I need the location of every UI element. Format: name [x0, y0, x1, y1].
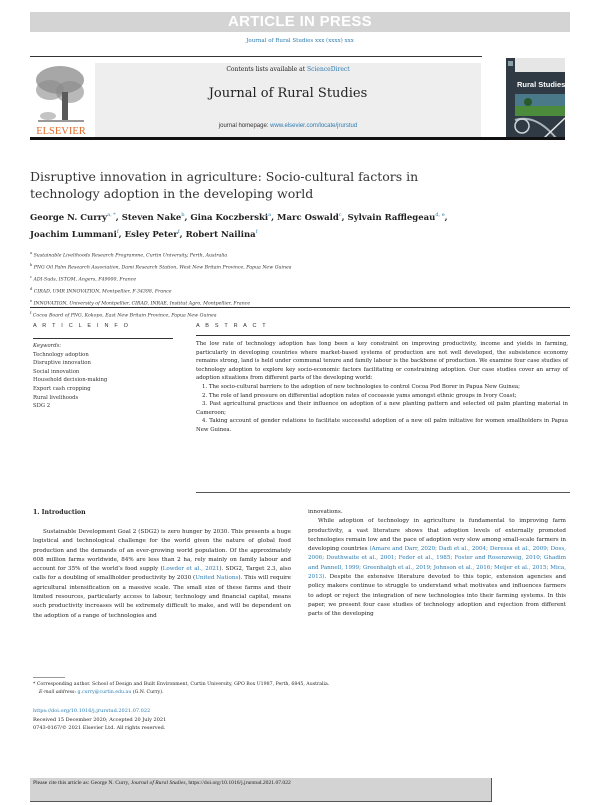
- keyword: Social innovation: [33, 368, 80, 375]
- abstract-item: 2. The role of land pressure on differential adoption rates of cocoassie yams amongst ethnic groups in Ivory Coast;: [202, 392, 517, 399]
- elsevier-logo: [30, 62, 92, 138]
- abstract-paragraph: The low rate of technology adoption has long been a key constraint on improving productivity, income and yields in farming, particularly in developing countries where market-based systems of production are not well developed, the subsistence economy remains strong, land is held under communal tenure and family labour is the backbone of production. We examine four case studies of technology adoption to explore key socio-economic factors facilitating or constraining adoption. Our case studies cover an array of adoption situations from different parts of the developing world:: [196, 341, 568, 382]
- author[interactable]: George N. Curry$^{a, *}$: [30, 212, 116, 223]
- divider: [196, 492, 570, 493]
- affiliation: $^c$ ADI-Suds, ISTOM, Angers, F49000, France: [30, 274, 137, 283]
- abstract-heading: A B S T R A C T: [196, 323, 268, 329]
- author[interactable]: Robert Nailina$^f$: [185, 229, 258, 240]
- received-accepted-dates: Received 15 December 2020; Accepted 20 July 2021: [33, 716, 167, 723]
- keyword: SDG 2: [33, 403, 51, 410]
- keyword: Export cash cropping: [33, 385, 91, 392]
- author[interactable]: Gina Koczberski$^a$: [190, 212, 272, 223]
- cover-title: Rural Studies: [517, 80, 565, 89]
- article-info-heading: A R T I C L E I N F O: [33, 323, 131, 329]
- keywords-label: Keywords:: [33, 343, 62, 349]
- copyright: 0743-0167/© 2021 Elsevier Ltd. All rights reserved.: [33, 725, 166, 731]
- body-column-left: [33, 528, 291, 621]
- author[interactable]: Esley Peter$^f$: [124, 229, 180, 240]
- author[interactable]: Sylvain Rafflegeau$^{d, e}$: [347, 212, 445, 223]
- author[interactable]: Marc Oswald$^c$: [277, 212, 342, 223]
- affiliation: $^e$ INNOVATION, University of Montpellier, CIRAD, INRAE, Institut Agro, Montpellier, France: [30, 298, 251, 307]
- footnote: [33, 681, 493, 698]
- sciencedirect-link[interactable]: ScienceDirect: [307, 66, 350, 73]
- abstract-item: 1. The socio-cultural barriers to the adoption of new technologies to control Cocoa Pod Borer in Papua New Guinea;: [202, 383, 520, 390]
- affiliation: $^a$ Sustainable Livelihoods Research Programme, Curtin University, Perth, Australia: [30, 251, 228, 259]
- homepage-link[interactable]: www.elsevier.com/locate/jrurstud: [270, 123, 358, 129]
- divider: [30, 307, 570, 308]
- article-in-press-banner: ARTICLE IN PRESS: [30, 12, 570, 32]
- keyword: Rural livelihoods: [33, 394, 79, 401]
- email-link[interactable]: g.curry@curtin.edu.au: [77, 690, 132, 696]
- publication-info: [33, 707, 433, 733]
- divider: [30, 56, 482, 57]
- body-paragraph: innovations.: [308, 509, 343, 515]
- header-divider: [30, 137, 565, 140]
- article-title: Disruptive innovation in agriculture: Socio-cultural factors in technology adoption in the developing world: [30, 169, 419, 201]
- keyword: Disruptive innovation: [33, 360, 91, 367]
- affiliation: $^d$ CIRAD, UMR INNOVATION, Montpellier, F-34398, France: [30, 286, 172, 295]
- footnote-divider: [33, 677, 65, 678]
- divider: [196, 335, 570, 336]
- body-paragraph: Sustainable Development Goal 2 (SDG2) is zero hunger by 2030. This presents a huge logistical and technological challenge for the world given the nature of global food production and the demands of an ever-growing world population. Of the approximately 608 million farms worldwide, 84% are less than 2 ha, rely mainly on family labour and account for 35% of the world’s food supply (Lowder et al., 2021). SDG2, Target 2.3, also calls for a doubling of smallholder productivity by 2030 (United Nations). This will require agricultural intensification on a massive scale. The small size of these farms and their limited resources, particularly access to labour, technology and financial capital, means such productivity increases will be extremely difficult to make, and will be dependent on the adoption of a range of technologies and: [33, 529, 291, 619]
- contents-prefix: Contents lists available at: [226, 66, 308, 73]
- keyword: Household decision-making: [33, 377, 108, 384]
- body-paragraph: While adoption of technology in agriculture is fundamental to improving farm productivity, a vast literature shows that adoption levels of externally promoted technologies remain low and the pace of adoption very slow among small-scale farmers in developing countries (Amare and Darr, 2020; Dadi et al., 2004; Deressa et al., 2009; Doss, 2006; Douthwaite et al., 2001; Feder et al., 1985; Foster and Rosenzweig, 2010; Ghadim and Pannell, 1999; Greenhalgh et al., 2019; Johnson et al., 2016; Meijer et al., 2015; Mica, 2013). Despite the extensive literature devoted to this topic, extension agencies and policy makers continue to struggle to understand what motivates and influences farmers to adopt or reject the integration of new technologies into their farming systems. In this paper, we present four case studies of technology adoption and rejection from different parts of the developing: [308, 518, 566, 618]
- section-heading-introduction: 1. Introduction: [33, 509, 86, 516]
- author-list: George N. Curry$^{a, *}$, Steven Nake$^b$, Gina Koczberski$^a$, Marc Oswald$^c$, Sylvain Rafflegeau$^{d, e}$, Joachim Lummani$^f$, Esley Peter$^f$, Robert Nailina$^f$: [30, 212, 448, 240]
- citation-links[interactable]: (Amare and Darr, 2020; Dadi et al., 2004; Deressa et al., 2009; Doss, 2006; Douthwaite et al., 2001; Feder et al., 1985; Foster and Rosenzweig, 2010; Ghadim and Pannell, 1999; Greenhalgh et al., 2019; Johnson et al., 2016; Meijer et al., 2015; Mica, 2013): [308, 546, 566, 581]
- corresponding-author-note: * Corresponding author. School of Design and Built Environment, Curtin University, GPO Box U1987, Perth, 6845, Australia.: [33, 682, 330, 687]
- body-column-right: [308, 508, 566, 620]
- affiliation: $^b$ PNG Oil Palm Research Association, Dami Research Station, West New Britain Province, Papua New Guinea: [30, 262, 292, 271]
- email-line: E-mail address: g.curry@curtin.edu.au (G.N. Curry).: [39, 690, 164, 696]
- homepage-prefix: journal homepage:: [218, 123, 271, 129]
- journal-reference[interactable]: Journal of Rural Studies xxx (xxxx) xxx: [246, 38, 354, 44]
- abstract-item: 4. Taking account of gender relations to facilitate successful adoption of a new oil palm initiative for women smallholders in Papua New Guinea.: [196, 418, 568, 433]
- keyword: Technology adoption: [33, 351, 89, 358]
- journal-cover-image: [506, 58, 565, 138]
- author[interactable]: Joachim Lummani$^f$: [30, 229, 119, 240]
- citation-link[interactable]: Lowder et al., 2021: [162, 566, 220, 573]
- doi-link[interactable]: https://doi.org/10.1016/j.jrurstud.2021.07.022: [33, 708, 151, 714]
- affiliation: $^f$ Cocoa Board of PNG, Kokopo, East New Britain Province, Papua New Guinea: [30, 310, 217, 319]
- affiliation-list: [30, 249, 480, 321]
- homepage-line: [95, 123, 481, 129]
- journal-title: Journal of Rural Studies: [208, 86, 368, 101]
- author[interactable]: Steven Nake$^b$: [121, 212, 185, 223]
- elsevier-wordmark: ELSEVIER: [36, 126, 86, 137]
- keywords-list: [33, 342, 183, 411]
- cite-this-article: Please cite this article as: George N. Curry, Journal of Rural Studies, https://doi.org/10.1016/j.jrurstud.2021.07.022: [33, 780, 291, 786]
- divider: [33, 338, 173, 339]
- contents-line: [95, 66, 481, 73]
- abstract-item: 3. Past agricultural practices and their influence on adoption of a new planting pattern and selected oil palm planting material in Cameroon;: [196, 401, 568, 416]
- citation-link[interactable]: United Nations: [195, 575, 239, 582]
- abstract-body: [196, 340, 568, 435]
